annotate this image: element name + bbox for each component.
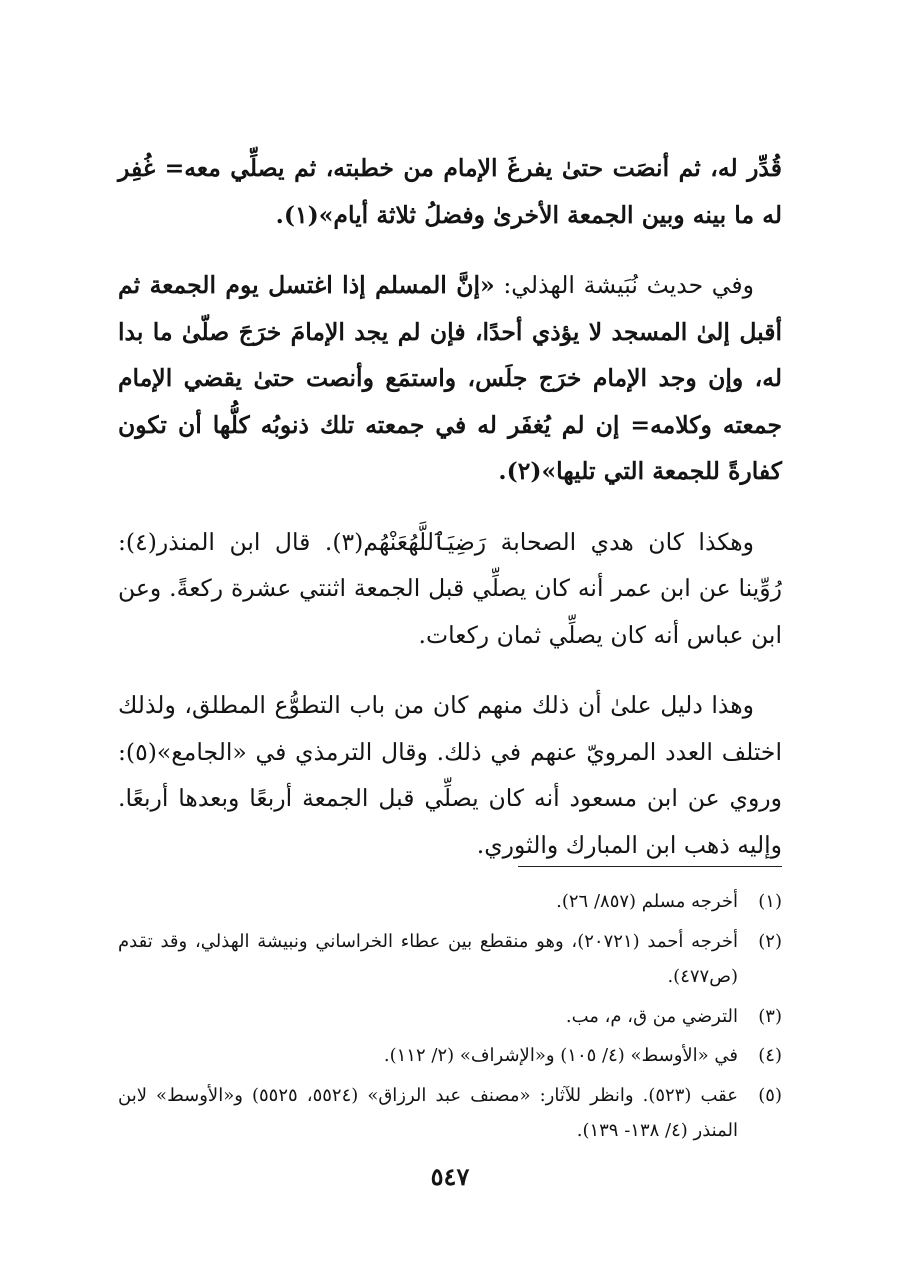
footnote-2 [118, 924, 782, 995]
footnote-4 [118, 1038, 782, 1074]
footnote-text: أخرجه مسلم (٨٥٧/ ٢٦). [556, 891, 738, 912]
paragraph-1: قُدِّر له، ثم أنصَت حتىٰ يفرغَ الإمام من خطبته، ثم يصلِّي معه= غُفِر له ما بينه وبين الجمعة الأخرىٰ وفضلُ ثلاثة أيام»(١). [118, 154, 782, 229]
footnote-5 [118, 1078, 782, 1149]
footnote-1 [118, 884, 782, 920]
footnote-number: (٥) [758, 1084, 782, 1106]
footnote-text: الترضي من ق، م، مب. [565, 1005, 738, 1027]
footnote-text: عقب (٥٢٣). وانظر للآثار: «مصنف عبد الرزاق» (٥٥٢٤، ٥٥٢٥) و«الأوسط» لابن المنذر (٤/ ١٣٨- ١٣٩). [118, 1084, 739, 1141]
footnote-text: في «الأوسط» (٤/ ١٠٥) و«الإشراف» (٢/ ١١٢). [383, 1045, 738, 1066]
main-text [118, 145, 782, 892]
footnote-3 [118, 999, 782, 1035]
paragraph-4: وهذا دليل علىٰ أن ذلك منهم كان من باب التطوُّع المطلق، ولذلك اختلف العدد المرويّ عنهم في ذلك. وقال الترمذي في «الجامع»(٥): وروي عن ابن مسعود أنه كان يصلِّي قبل الجمعة أربعًا وبعدها أربعًا. وإليه ذهب ابن المبارك والثوري. [118, 691, 782, 859]
footnote-separator [518, 866, 782, 867]
footnotes [118, 884, 782, 1153]
paragraph-2-quote: «إنَّ المسلم إذا اغتسل يوم الجمعة ثم أقبل إلىٰ المسجد لا يؤذي أحدًا، فإن لم يجد الإمامَ خرَجَ صلّىٰ ما بدا له، وإن وجد الإمام خرَج جلَس، واستمَع وأنصت حتىٰ يقضي الإمام جمعته وكلامه= إن لم يُغفَر له في جمعته تلك ذنوبُه كلُّها أن تكون كفارةً للجمعة التي تليها»(٢). [118, 271, 782, 485]
footnote-number: (٤) [758, 1045, 782, 1066]
paragraph-3: وهكذا كان هدي الصحابة رَضِيَٱللَّهُعَنْهُم(٣). قال ابن المنذر(٤): رُوِّينا عن ابن عمر أنه كان يصلِّي قبل الجمعة اثنتي عشرة ركعةً. وعن ابن عباس أنه كان يصلِّي ثمان ركعات. [118, 527, 782, 649]
page-number: ٥٤٧ [430, 1162, 470, 1191]
footnote-number: (١) [758, 891, 782, 912]
footnote-number: (٣) [758, 1005, 782, 1027]
paragraph-2-lead: وفي حديث نُبَيشة الهذلي: [494, 271, 754, 299]
paragraph-2 [118, 262, 782, 495]
footnote-text: أخرجه أحمد (٢٠٧٢١)، وهو منقطع بين عطاء الخراساني ونبيشة الهذلي، وقد تقدم (ص٤٧٧). [118, 930, 738, 987]
footnote-number: (٢) [758, 930, 782, 952]
